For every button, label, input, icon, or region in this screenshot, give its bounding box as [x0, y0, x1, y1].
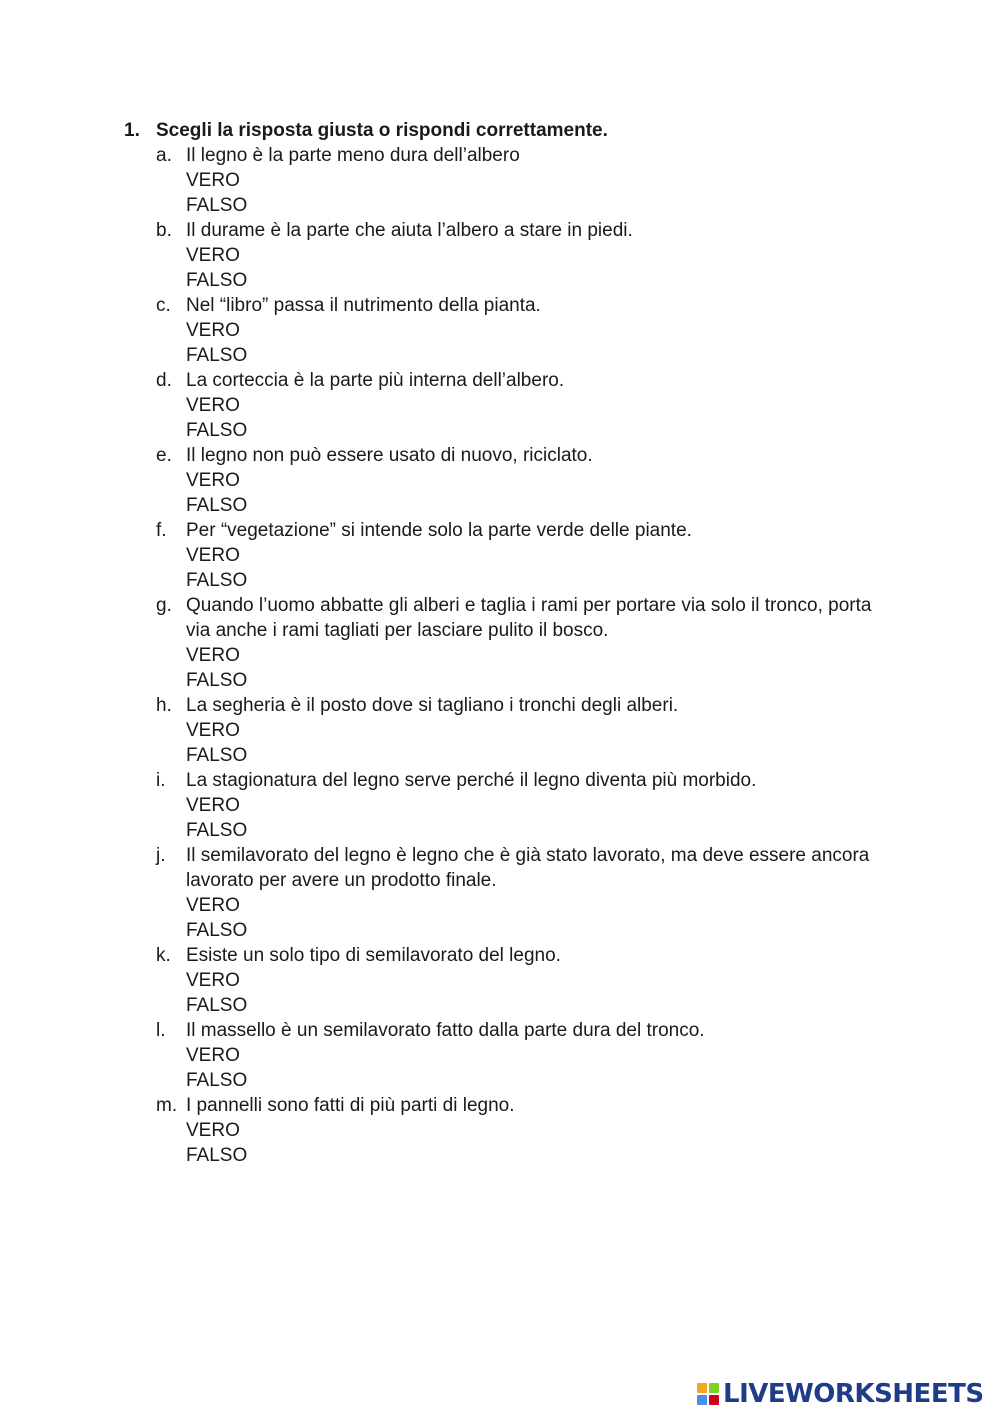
answer-option-vero[interactable]: VERO	[186, 170, 240, 191]
question-text: Il durame è la parte che aiuta l’albero a stare in piedi.	[186, 220, 633, 241]
answer-option-falso[interactable]: FALSO	[186, 820, 248, 841]
answer-option-falso[interactable]: FALSO	[186, 495, 248, 516]
answer-option-falso[interactable]: FALSO	[186, 670, 248, 691]
answer-option-vero[interactable]: VERO	[186, 545, 240, 566]
question-item	[0, 843, 1000, 943]
question-item	[0, 768, 1000, 843]
answer-option-falso[interactable]: FALSO	[186, 570, 248, 591]
question-letter: f.	[156, 520, 167, 541]
question-text: La corteccia è la parte più interna dell’albero.	[186, 370, 565, 391]
logo-block	[709, 1395, 719, 1405]
answer-option-vero[interactable]: VERO	[186, 470, 240, 491]
brand-name: LIVEWORKSHEETS	[723, 1379, 984, 1409]
question-item	[0, 443, 1000, 518]
question-text: Esiste un solo tipo di semilavorato del legno.	[186, 945, 561, 966]
question-list	[0, 143, 1000, 1168]
liveworksheets-logo	[697, 1377, 984, 1411]
exercise-heading	[0, 118, 1000, 143]
answer-option-falso[interactable]: FALSO	[186, 995, 248, 1016]
question-letter: b.	[156, 220, 172, 241]
answer-option-falso[interactable]: FALSO	[186, 345, 248, 366]
answer-option-falso[interactable]: FALSO	[186, 745, 248, 766]
question-letter: g.	[156, 595, 172, 616]
exercise-number: 1.	[124, 120, 140, 141]
question-item	[0, 143, 1000, 218]
question-letter: i.	[156, 770, 166, 791]
answer-option-vero[interactable]: VERO	[186, 645, 240, 666]
question-text: Nel “libro” passa il nutrimento della pianta.	[186, 295, 541, 316]
answer-option-vero[interactable]: VERO	[186, 245, 240, 266]
answer-option-vero[interactable]: VERO	[186, 720, 240, 741]
question-text: Quando l’uomo abbatte gli alberi e taglia i rami per portare via solo il tronco, porta via anche i rami tagliati per lasciare pulito il bosco.	[186, 595, 872, 641]
question-letter: l.	[156, 1020, 166, 1041]
liveworksheets-logo-icon	[697, 1383, 719, 1405]
question-letter: d.	[156, 370, 172, 391]
question-letter: c.	[156, 295, 171, 316]
question-item	[0, 1093, 1000, 1168]
question-letter: a.	[156, 145, 172, 166]
question-letter: h.	[156, 695, 172, 716]
question-text: Il legno è la parte meno dura dell’albero	[186, 145, 520, 166]
question-text: La stagionatura del legno serve perché il legno diventa più morbido.	[186, 770, 757, 791]
question-item	[0, 293, 1000, 368]
question-letter: e.	[156, 445, 172, 466]
answer-option-vero[interactable]: VERO	[186, 795, 240, 816]
answer-option-vero[interactable]: VERO	[186, 395, 240, 416]
question-item	[0, 943, 1000, 1018]
answer-option-falso[interactable]: FALSO	[186, 920, 248, 941]
question-text: Il semilavorato del legno è legno che è già stato lavorato, ma deve essere ancora lavorato per avere un prodotto finale.	[186, 845, 870, 891]
question-text: Per “vegetazione” si intende solo la parte verde delle piante.	[186, 520, 692, 541]
logo-block	[709, 1383, 719, 1393]
answer-option-falso[interactable]: FALSO	[186, 1070, 248, 1091]
question-letter: j.	[156, 845, 166, 866]
question-item	[0, 1018, 1000, 1093]
exercise-instruction: Scegli la risposta giusta o rispondi correttamente.	[156, 120, 608, 141]
answer-option-vero[interactable]: VERO	[186, 1045, 240, 1066]
answer-option-falso[interactable]: FALSO	[186, 1145, 248, 1166]
question-letter: m.	[156, 1095, 178, 1116]
question-text: Il legno non può essere usato di nuovo, riciclato.	[186, 445, 593, 466]
question-item	[0, 518, 1000, 593]
answer-option-vero[interactable]: VERO	[186, 970, 240, 991]
answer-option-vero[interactable]: VERO	[186, 1120, 240, 1141]
answer-option-vero[interactable]: VERO	[186, 320, 240, 341]
logo-block	[697, 1383, 707, 1393]
answer-option-falso[interactable]: FALSO	[186, 270, 248, 291]
question-item	[0, 593, 1000, 693]
answer-option-falso[interactable]: FALSO	[186, 420, 248, 441]
question-item	[0, 368, 1000, 443]
question-letter: k.	[156, 945, 171, 966]
worksheet	[0, 118, 1000, 1168]
question-item	[0, 693, 1000, 768]
logo-block	[697, 1395, 707, 1405]
answer-option-vero[interactable]: VERO	[186, 895, 240, 916]
question-text: Il massello è un semilavorato fatto dalla parte dura del tronco.	[186, 1020, 705, 1041]
question-text: I pannelli sono fatti di più parti di legno.	[186, 1095, 515, 1116]
question-item	[0, 218, 1000, 293]
answer-option-falso[interactable]: FALSO	[186, 195, 248, 216]
question-text: La segheria è il posto dove si tagliano i tronchi degli alberi.	[186, 695, 679, 716]
